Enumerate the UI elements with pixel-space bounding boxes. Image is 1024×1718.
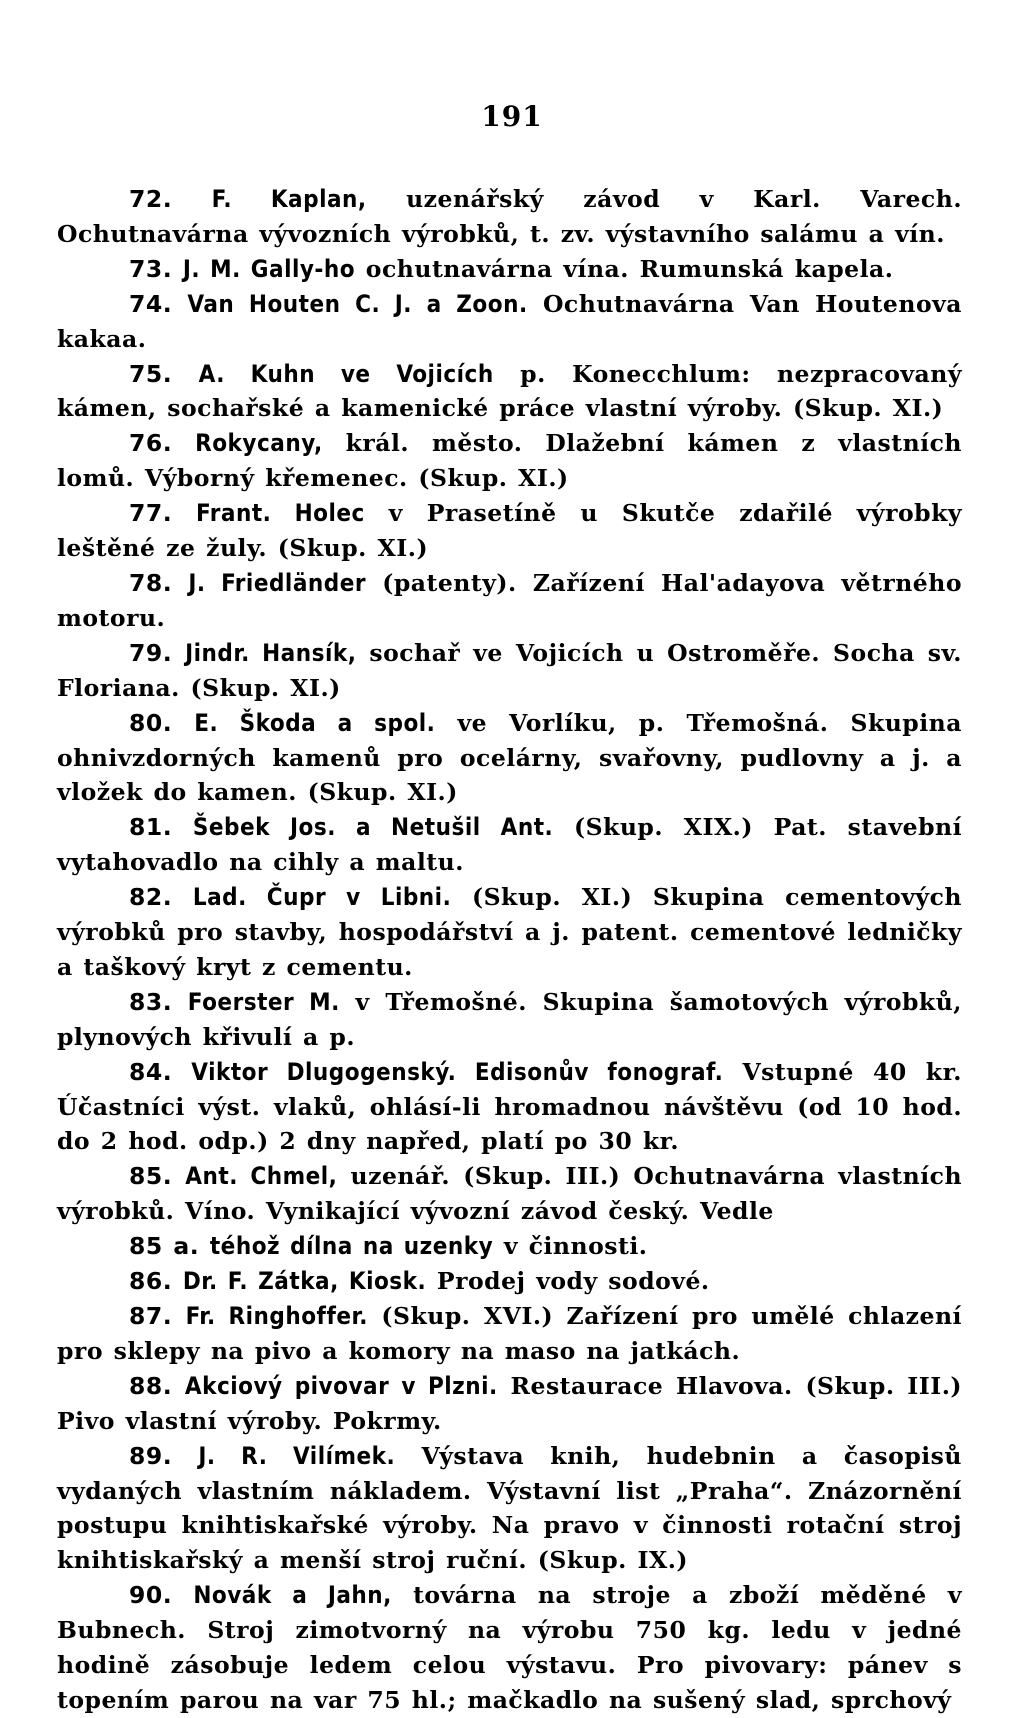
entry-number: 88. (129, 1371, 173, 1400)
entry-description: (Skup. XVI.) Zařízení pro umělé chlazení pro sklepy na pivo a komory na maso na jatkách. (57, 1302, 962, 1365)
exhibitor-entry (57, 252, 962, 287)
entry-description: uzenářský závod v Karl. Varech. Ochutnavárna vývozních výrobků, t. zv. výstavního salámu a vín. (57, 185, 963, 248)
exhibitor-entry (57, 287, 962, 357)
exhibitor-name: Foerster M. (187, 987, 340, 1016)
exhibitor-name: Lad. Čupr v Libni. (192, 883, 452, 912)
exhibitor-entry (57, 566, 962, 636)
exhibitor-entry (57, 880, 962, 985)
entry-number: 84. (129, 1057, 173, 1086)
exhibitor-name: A. Kuhn ve Vojicích (198, 359, 494, 388)
entry-number: 87. (129, 1302, 173, 1330)
entry-description: král. město. Dlažební kámen z vlastních lomů. Výborný křemenec. (Skup. XI.) (57, 429, 962, 493)
exhibitor-name: Viktor Dlugogenský. Edisonův fonograf. (191, 1057, 724, 1086)
exhibitor-entry (57, 1439, 962, 1579)
exhibitor-entry (57, 496, 962, 566)
exhibitor-name: E. Škoda a spol. (194, 708, 436, 737)
exhibitor-name: Jindr. Hansík, (185, 638, 357, 667)
entry-number: 85. (129, 1162, 173, 1191)
entry-description: (patenty). Zařízení Hal'adayova větrného motoru. (57, 568, 963, 632)
entry-number: 82. (129, 883, 173, 912)
exhibitor-name: Rokycany, (195, 429, 323, 458)
exhibitor-entry (57, 1578, 962, 1718)
entry-description: (Skup. XI.) Skupina cementových výrobků pro stavby, hospodářství a j. patent. cementové ledničky a taškový kryt z cementu. (57, 883, 962, 981)
entry-description: Restaurace Hlavova. (Skup. III.) Pivo vlastní výroby. Pokrmy. (57, 1371, 963, 1435)
entry-number: 83. (129, 987, 173, 1016)
exhibitor-name: J. Friedländer (188, 568, 367, 597)
entry-number: 77. (129, 499, 173, 528)
entry-description: ve Vorlíku, p. Třemošná. Skupina ohnivzdorných kamenů pro ocelárny, svařovny, pudlovny a j. a vložek do kamen. (Skup. XI.) (57, 708, 962, 807)
entry-description: továrna na stroje a zboží měděné v Bubnech. Stroj zimotvorný na výrobu 750 kg. ledu v jedné hodině zásobuje ledem celou výstavu. Pro pivovary: pánev s topením parou na var 75 hl.; mačkadlo na sušený slad, sprchový (57, 1581, 962, 1714)
entry-description: Ochutnavárna Van Houtenova kakaa. (57, 289, 962, 353)
exhibitor-list (57, 182, 962, 1718)
exhibitor-entry (57, 1299, 962, 1369)
entry-number: 85 a. (129, 1232, 200, 1261)
exhibitor-name: J. M. Gally-ho (182, 254, 356, 283)
entry-number: 73. (129, 254, 173, 283)
exhibitor-entry (57, 985, 962, 1055)
exhibitor-entry (57, 182, 962, 252)
exhibitor-entry (57, 1229, 962, 1264)
entry-number: 81. (129, 813, 173, 842)
page-number: 191 (481, 100, 543, 133)
exhibitor-entry (57, 636, 962, 706)
exhibitor-name: Van Houten C. J. a Zoon. (187, 289, 528, 318)
entry-number: 80. (129, 708, 173, 737)
exhibitor-entry (57, 810, 962, 880)
exhibitor-entry (57, 1369, 962, 1439)
entry-number: 89. (129, 1441, 173, 1470)
exhibitor-entry (57, 426, 962, 496)
exhibitor-entry (57, 1055, 962, 1160)
entry-number: 74. (129, 289, 173, 318)
entry-description: Prodej vody sodové. (436, 1267, 710, 1296)
exhibitor-entry (57, 706, 962, 811)
exhibitor-entry (57, 1264, 962, 1299)
entry-number: 76. (129, 429, 173, 458)
entry-description: Výstava knih, hudebnin a časopisů vydaných vlastním nákladem. Výstavní list „Praha“. Znázornění postupu knihtiskařské výroby. Na pravo v činnosti rotační stroj knihtiskařský a menší stroj ruční. (Skup. IX.) (57, 1441, 962, 1575)
exhibitor-name: J. R. Vilímek. (198, 1441, 396, 1470)
entry-description: uzenář. (Skup. III.) Ochutnavárna vlastních výrobků. Víno. Vynikající vývozní závod český. Vedle (57, 1162, 963, 1226)
entry-description: sochař ve Vojicích u Ostroměře. Socha sv. Floriana. (Skup. XI.) (57, 638, 962, 702)
entry-number: 75. (129, 359, 173, 388)
entry-number: 72. (129, 185, 173, 213)
entry-description: (Skup. XIX.) Pat. stavební vytahovadlo na cihly a maltu. (57, 813, 963, 877)
exhibitor-entry (57, 1159, 962, 1229)
exhibitor-name: Akciový pivovar v Plzni. (184, 1371, 498, 1400)
entry-description: v Prasetíně u Skutče zdařilé výrobky leštěné ze žuly. (Skup. XI.) (57, 499, 963, 563)
entry-number: 86. (129, 1267, 173, 1296)
entry-number: 79. (129, 638, 173, 667)
exhibitor-name: Dr. F. Zátka, Kiosk. (182, 1267, 427, 1296)
exhibitor-name: téhož dílna na uzenky (209, 1232, 494, 1261)
exhibitor-name: Novák a Jahn, (193, 1581, 392, 1610)
entry-number: 90. (129, 1581, 173, 1610)
entry-description: p. Konecchlum: nezpracovaný kámen, sochařské a kamenické práce vlastní výroby. (Skup. XI.) (57, 359, 962, 423)
exhibitor-name: Ant. Chmel, (185, 1162, 338, 1191)
exhibitor-name: Frant. Holec (196, 499, 365, 528)
entry-description: ochutnavárna vína. Rumunská kapela. (365, 254, 894, 283)
exhibitor-name: F. Kaplan, (211, 185, 367, 213)
entry-description: v činnosti. (503, 1232, 648, 1261)
entry-description: v Třemošné. Skupina šamotových výrobků, plynových křivulí a p. (57, 987, 962, 1051)
exhibitor-name: Fr. Ringhoffer. (185, 1302, 368, 1330)
exhibitor-name: Šebek Jos. a Netušil Ant. (192, 813, 554, 842)
exhibitor-entry (57, 357, 962, 427)
entry-number: 78. (129, 568, 173, 597)
entry-description: Vstupné 40 kr. Účastníci výst. vlaků, ohlásí-li hromadnou návštěvu (od 10 hod. do 2 hod. odp.) 2 dny napřed, platí po 30 kr. (57, 1057, 962, 1156)
